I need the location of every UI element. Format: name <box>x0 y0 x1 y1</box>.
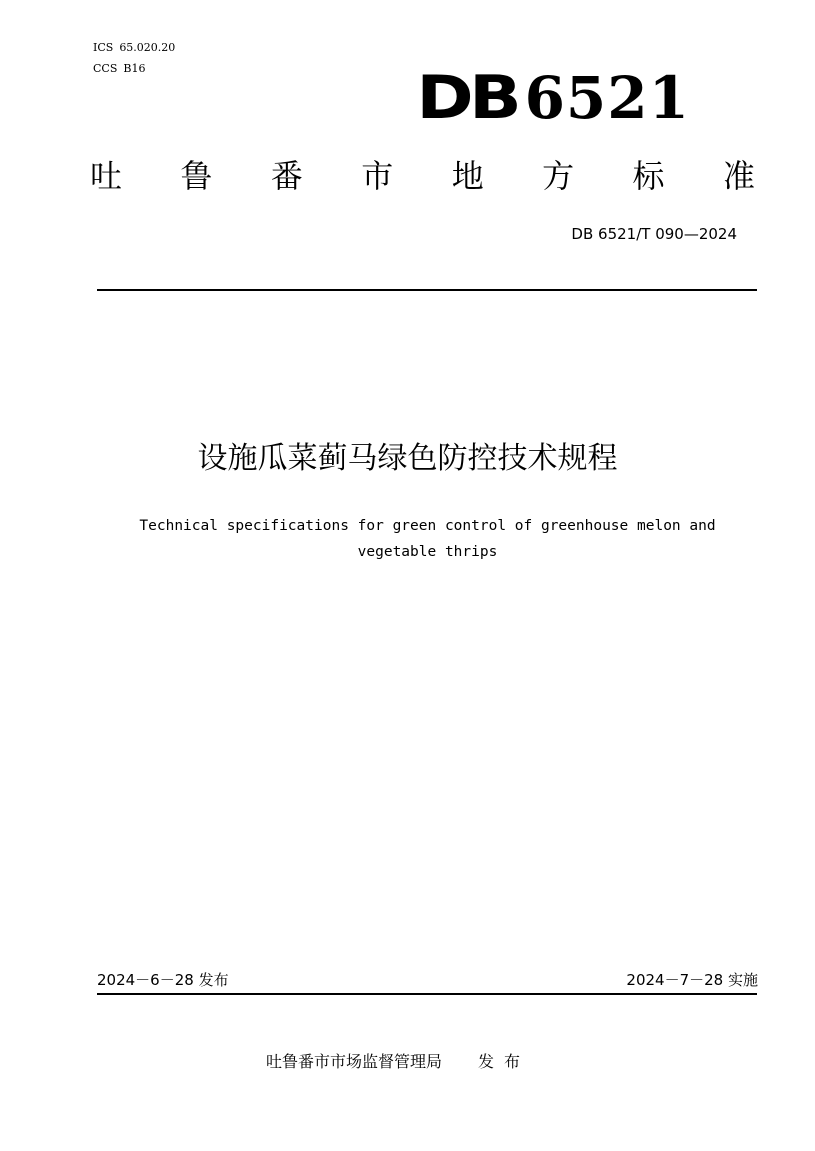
issue-date: 2024－6－28 发布 <box>97 971 229 989</box>
standard-code-number: 6521 <box>524 64 690 132</box>
standard-number: DB 6521/T 090—2024 <box>571 225 737 243</box>
ccs-classification <box>93 63 145 74</box>
bottom-divider <box>97 993 757 995</box>
ccs-label: CCS <box>93 62 118 75</box>
ics-value: 65.020.20 <box>119 41 176 54</box>
ics-classification <box>93 42 175 53</box>
standard-type-char: 吐 <box>90 157 123 195</box>
publisher <box>266 1054 530 1070</box>
standard-type-char: 市 <box>361 157 394 195</box>
standard-type-char: 番 <box>270 157 303 195</box>
standard-type-char: 准 <box>722 157 755 195</box>
document-title-english: Technical specifications for green control of greenhouse melon and vegetable thrips <box>139 518 716 560</box>
standard-type <box>90 157 755 195</box>
publisher-action: 发布 <box>478 1052 531 1071</box>
top-divider <box>97 289 757 291</box>
standard-type-char: 方 <box>542 157 575 195</box>
standard-code-prefix: DB <box>416 63 518 133</box>
standard-type-char: 标 <box>632 157 665 195</box>
standard-type-char: 地 <box>451 157 484 195</box>
document-title-chinese: 设施瓜菜蓟马绿色防控技术规程 <box>197 441 618 476</box>
implementation-date: 2024－7－28 实施 <box>626 971 758 989</box>
standard-code <box>416 63 690 133</box>
ccs-value: B16 <box>123 62 146 75</box>
standard-type-char: 鲁 <box>180 157 213 195</box>
ics-label: ICS <box>93 41 114 54</box>
publisher-name: 吐鲁番市市场监督管理局 <box>266 1052 443 1071</box>
